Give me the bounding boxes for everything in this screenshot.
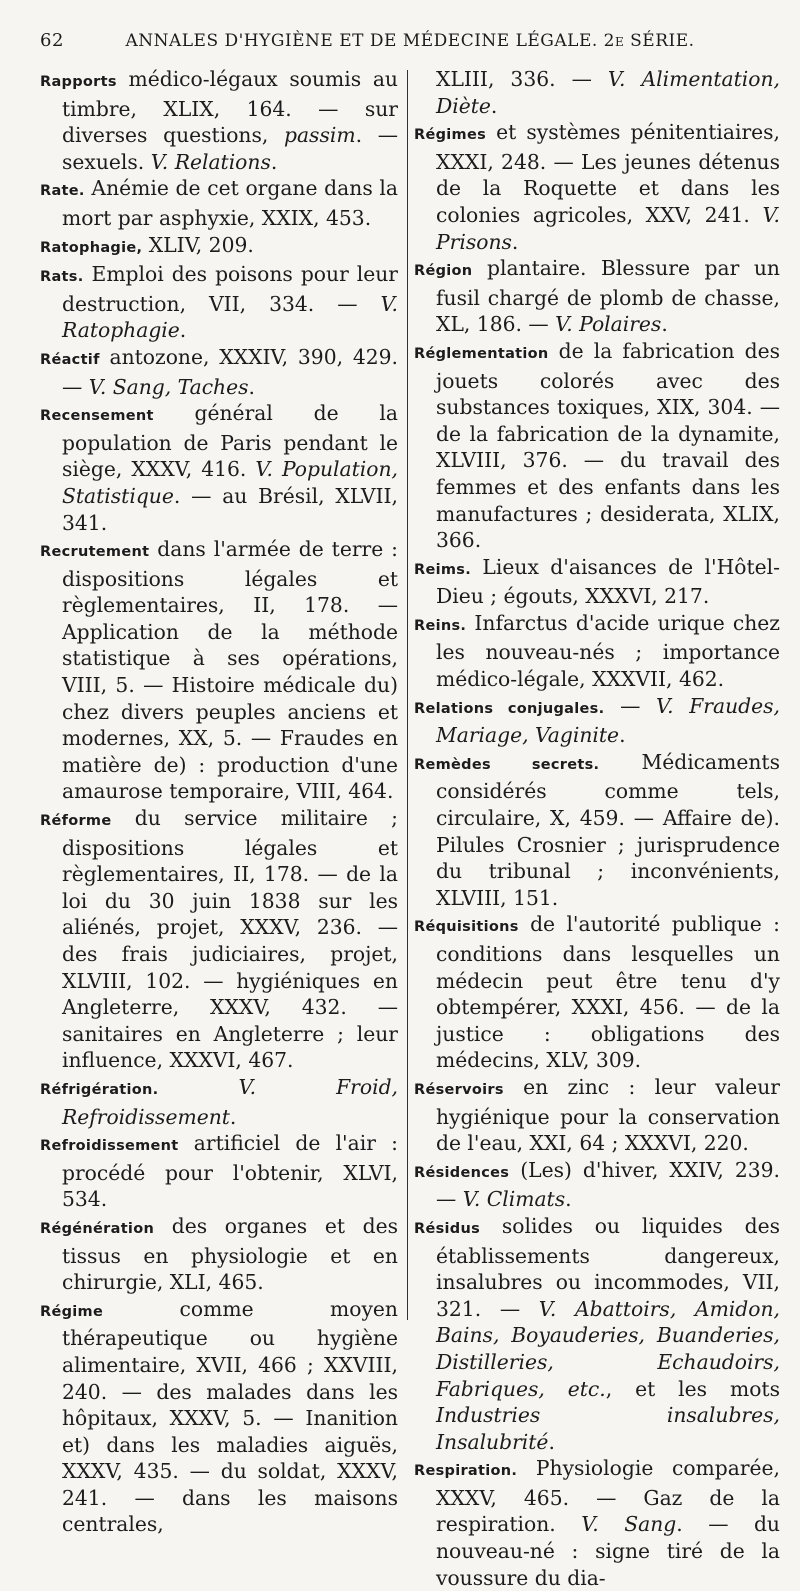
entry-crossref: V. Population, Statistique: [62, 457, 398, 508]
index-entry: [414, 911, 780, 1074]
entry-crossref: V. Ratophagie: [62, 291, 398, 343]
entry-text: Anémie de cet organe dans la mort par asphyxie, XXIX, 453.: [62, 176, 398, 230]
entry-text: .: [490, 93, 498, 118]
index-columns: [40, 66, 780, 1591]
entry-text: .: [229, 1104, 237, 1129]
entry-crossref: V. Prisons: [436, 202, 780, 254]
entry-text: [158, 1075, 238, 1099]
entry-text: du service militaire ; dispositions légales et règlementaires, II, 178. — de la loi du 30 juin 1838 sur les aliénés, projet, XXXV, 236. — des frais judiciaires, projet, XLVIII, 102. — hygiéniques en Angleterre, XXXV, 432. — sanitaires en Angleterre ; leur influence, XXXVI, 467.: [62, 806, 398, 1073]
entry-text: et systèmes pénitentiaires, XXXI, 248. — Les jeunes détenus de la Roquette et dans les colonies agricoles, XXV, 241.: [436, 120, 780, 227]
entry-crossref: V. Sang, Taches: [88, 374, 249, 399]
entry-headword: Réfrigération.: [40, 1081, 159, 1098]
entry-text: Lieux d'aisances de l'Hôtel-Dieu ; égouts, XXXVI, 217.: [436, 554, 780, 609]
entry-headword: Rapports: [40, 74, 117, 90]
entry-headword: Recrutement: [40, 544, 150, 561]
entry-text: Emploi des poisons pour leur destruction, VII, 334. —: [62, 262, 398, 316]
entry-crossref: Industries insalubres, Insalubrité: [436, 1403, 780, 1454]
entry-text: Infarctus d'acide urique chez les nouveau-nés ; importance médico-légale, XXXVII, 462.: [436, 610, 780, 692]
index-entry: [40, 66, 398, 175]
entry-headword: Région: [414, 263, 473, 280]
entry-text: .: [270, 149, 278, 174]
index-entry: [414, 255, 780, 338]
entry-headword: Régimes: [414, 127, 487, 144]
left-column: [40, 66, 404, 1591]
entry-text: .: [661, 312, 668, 337]
entry-text: .: [511, 229, 519, 254]
entry-headword: Régénération: [40, 1220, 155, 1237]
entry-headword: Reims.: [414, 561, 472, 578]
entry-crossref: passim: [283, 123, 356, 148]
entry-text: XLIV, 209.: [142, 232, 254, 257]
entry-text: dans l'armée de terre : dispositions légales et règlementaires, II, 178. — Application de la méthode statistique à ses opérations, VIII, 5. — Histoire médicale du) chez divers peuples anciens et modernes, XX, 5. — Fraudes en matière de) : production d'une amaurose temporaire, VIII, 464.: [62, 537, 398, 804]
entry-headword: Réactif: [40, 351, 100, 368]
index-entry: [414, 338, 780, 554]
entry-text: Physiologie comparée, XXXV, 465. — Gaz de la respiration.: [436, 1456, 780, 1537]
index-entry: [40, 805, 398, 1074]
index-entry: [414, 610, 780, 693]
entry-headword: Réglementation: [414, 345, 549, 362]
index-entry: [40, 344, 398, 400]
entry-text: .: [548, 1429, 555, 1454]
entry-text: . — du nouveau-né : signe tiré de la voussure du dia-: [436, 1512, 780, 1590]
entry-headword: Recensement: [40, 408, 154, 425]
entry-text: .: [248, 374, 255, 399]
right-column: [404, 66, 780, 1591]
index-entry: [414, 693, 780, 749]
index-entry: [40, 232, 398, 262]
entry-headword: Ratophagie,: [40, 239, 143, 256]
entry-text: en zinc : leur valeur hygiénique pour la conservation de l'eau, XXI, 64 ; XXXVI, 220.: [436, 1074, 780, 1156]
index-entry: [40, 400, 398, 536]
index-entry: [40, 1213, 398, 1296]
entry-text: . — sexuels.: [62, 123, 398, 174]
entry-text: solides ou liquides des établissements dangereux, insalubres ou incommodes, VII, 321. —: [436, 1213, 780, 1321]
entry-text: .: [619, 723, 626, 748]
entry-text: médico-légaux soumis au timbre, XLIX, 164. — sur diverses questions,: [62, 67, 398, 148]
running-title: ANNALES D'HYGIÈNE ET DE MÉDECINE LÉGALE. 2e SÉRIE.: [125, 31, 695, 51]
entry-text: .: [179, 318, 187, 343]
entry-crossref: V. Sang: [581, 1512, 677, 1537]
entry-crossref: V. Polaires: [555, 312, 662, 337]
entry-headword: Résidences: [414, 1164, 510, 1181]
entry-text: de la fabrication des jouets colorés avec des substances toxiques, XIX, 304. — de la fabrication de la dynamite, XLVIII, 376. — du travail des femmes et des enfants dans les manufactures ; desiderata, XLIX, 366.: [436, 338, 780, 553]
entry-text: , et les mots: [605, 1376, 780, 1401]
entry-headword: Remèdes secrets.: [414, 756, 600, 773]
entry-text: —: [604, 693, 657, 718]
page-number: 62: [40, 30, 64, 51]
entry-headword: Rats.: [40, 269, 84, 286]
entry-headword: Rate.: [40, 183, 85, 200]
index-entry: [40, 536, 398, 805]
index-entry: [414, 749, 780, 912]
entry-headword: Réservoirs: [414, 1081, 504, 1098]
entry-crossref: V. Climats: [462, 1187, 566, 1212]
entry-headword: Régime: [40, 1303, 104, 1320]
entry-text: comme moyen thérapeutique ou hygiène alimentaire, XVII, 466 ; XXVIII, 240. — des malades dans les hôpitaux, XXXV, 5. — Inanition et) dans les maladies aiguës, XXXV, 435. — du soldat, XXXV, 241. — dans les maisons centrales,: [62, 1296, 398, 1537]
entry-headword: Reins.: [414, 617, 467, 634]
index-entry: [414, 554, 780, 610]
entry-text: de l'autorité publique : conditions dans lesquelles un médecin peut être tenu d'y obtempérer, XXXI, 456. — de la justice : obligations des médecins, XLV, 309.: [436, 912, 780, 1073]
entry-headword: Relations conjugales.: [414, 700, 605, 717]
entry-text: Médicaments considérés comme tels, circulaire, X, 459. — Affaire de). Pilules Crosnier ; jurisprudence du tribunal ; inconvénients, XLVIII, 151.: [436, 749, 780, 910]
index-entry: [414, 66, 780, 119]
entry-headword: Respiration.: [414, 1463, 518, 1480]
entry-text: général de la population de Paris pendant le siège, XXXV, 416.: [62, 401, 398, 482]
entry-text: plantaire. Blessure par un fusil chargé de plomb de chasse, XL, 186. —: [436, 256, 780, 337]
entry-text: XLIII, 336. —: [436, 67, 608, 91]
entry-headword: Refroidissement: [40, 1138, 179, 1155]
index-entry: [414, 1074, 780, 1157]
entry-text: artificiel de l'air : procédé pour l'obtenir, XLVI, 534.: [62, 1131, 398, 1212]
entry-headword: Réquisitions: [414, 919, 519, 936]
entry-crossref: V. Relations: [150, 149, 271, 174]
entry-headword: Résidus: [414, 1220, 481, 1237]
index-entry: [414, 1213, 780, 1455]
entry-crossref: V. Alimentation, Diète: [436, 67, 780, 118]
entry-headword: Réforme: [40, 813, 112, 830]
index-entry: [414, 1157, 780, 1213]
index-entry: [40, 1130, 398, 1213]
column-divider: [407, 70, 408, 1320]
index-entry: [40, 261, 398, 344]
entry-text: (Les) d'hiver, XXIV, 239. —: [436, 1157, 780, 1212]
index-entry: [414, 1455, 780, 1591]
entry-text: antozone, XXXIV, 390, 429. —: [62, 344, 398, 399]
entry-text: des organes et des tissus en physiologie et en chirurgie, XLI, 465.: [62, 1213, 398, 1295]
entry-crossref: V. Fraudes, Mariage, Vaginite: [436, 693, 780, 748]
index-entry: [40, 175, 398, 231]
entry-crossref: V. Abattoirs, Amidon, Bains, Boyauderies, Buanderies, Distilleries, Echaudoirs, Fabriques, etc.: [436, 1296, 780, 1401]
entry-crossref: V. Froid, Refroidissement: [62, 1074, 399, 1129]
index-entry: [414, 119, 780, 255]
page-header: [40, 30, 780, 62]
index-entry: [40, 1074, 398, 1130]
index-entry: [40, 1296, 398, 1538]
entry-text: .: [565, 1187, 572, 1212]
entry-text: . — au Brésil, XLVII, 341.: [62, 483, 398, 535]
